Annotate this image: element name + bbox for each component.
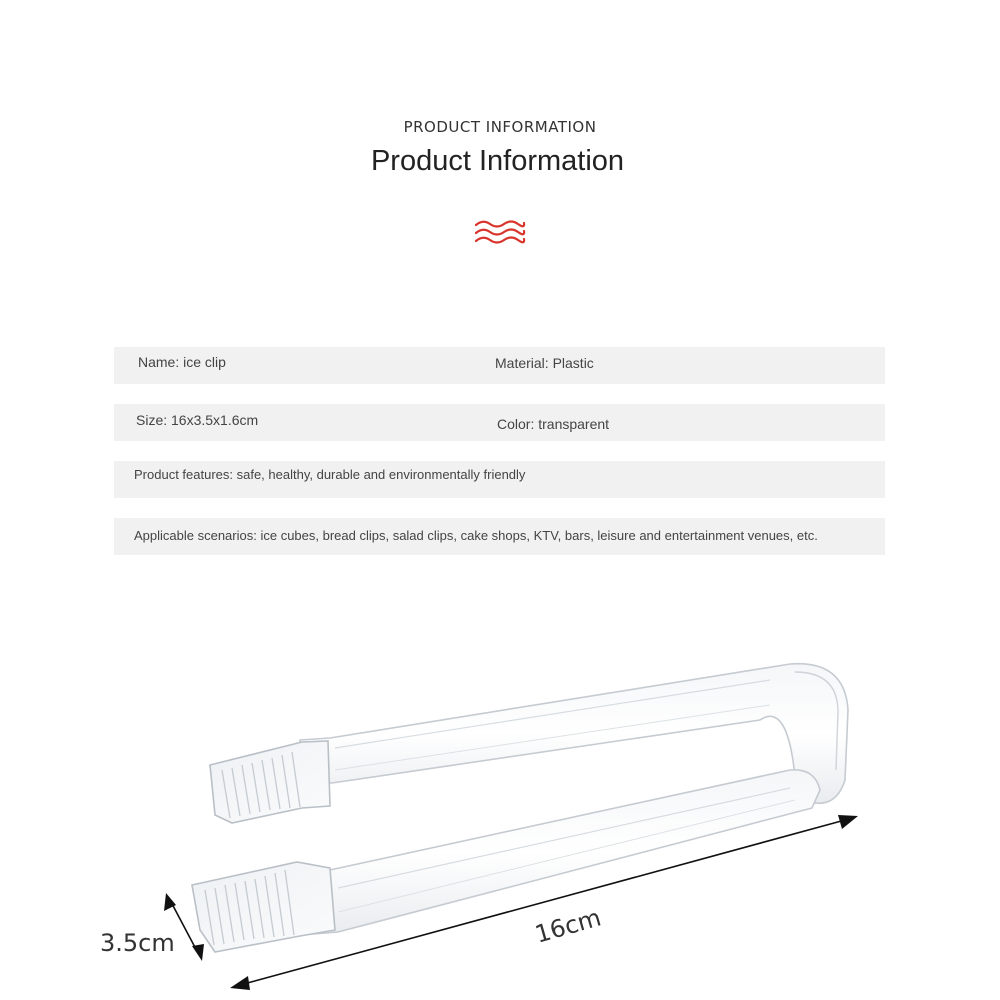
section-title: Product Information xyxy=(370,145,625,177)
wave-lines-icon xyxy=(474,218,526,248)
width-label: 3.5cm xyxy=(100,929,175,957)
spec-features: Product features: safe, healthy, durable and environmentally friendly xyxy=(134,467,526,482)
spec-row-scenarios xyxy=(114,518,885,555)
spec-material: Material: Plastic xyxy=(495,355,594,371)
length-label: 16cm xyxy=(531,903,605,949)
section-eyebrow: PRODUCT INFORMATION xyxy=(403,118,597,136)
spec-row-features xyxy=(114,461,885,498)
spec-color: Color: transparent xyxy=(497,416,610,432)
spec-scenarios: Applicable scenarios: ice cubes, bread clips, salad clips, cake shops, KTV, bars, leisure and entertainment venues, etc. xyxy=(134,528,818,543)
spec-size: Size: 16x3.5x1.6cm xyxy=(136,412,259,428)
spec-row-size-color xyxy=(114,404,885,441)
spec-row-name-material xyxy=(114,347,885,384)
product-image-ice-tongs xyxy=(0,640,1000,1000)
spec-name: Name: ice clip xyxy=(138,354,226,370)
